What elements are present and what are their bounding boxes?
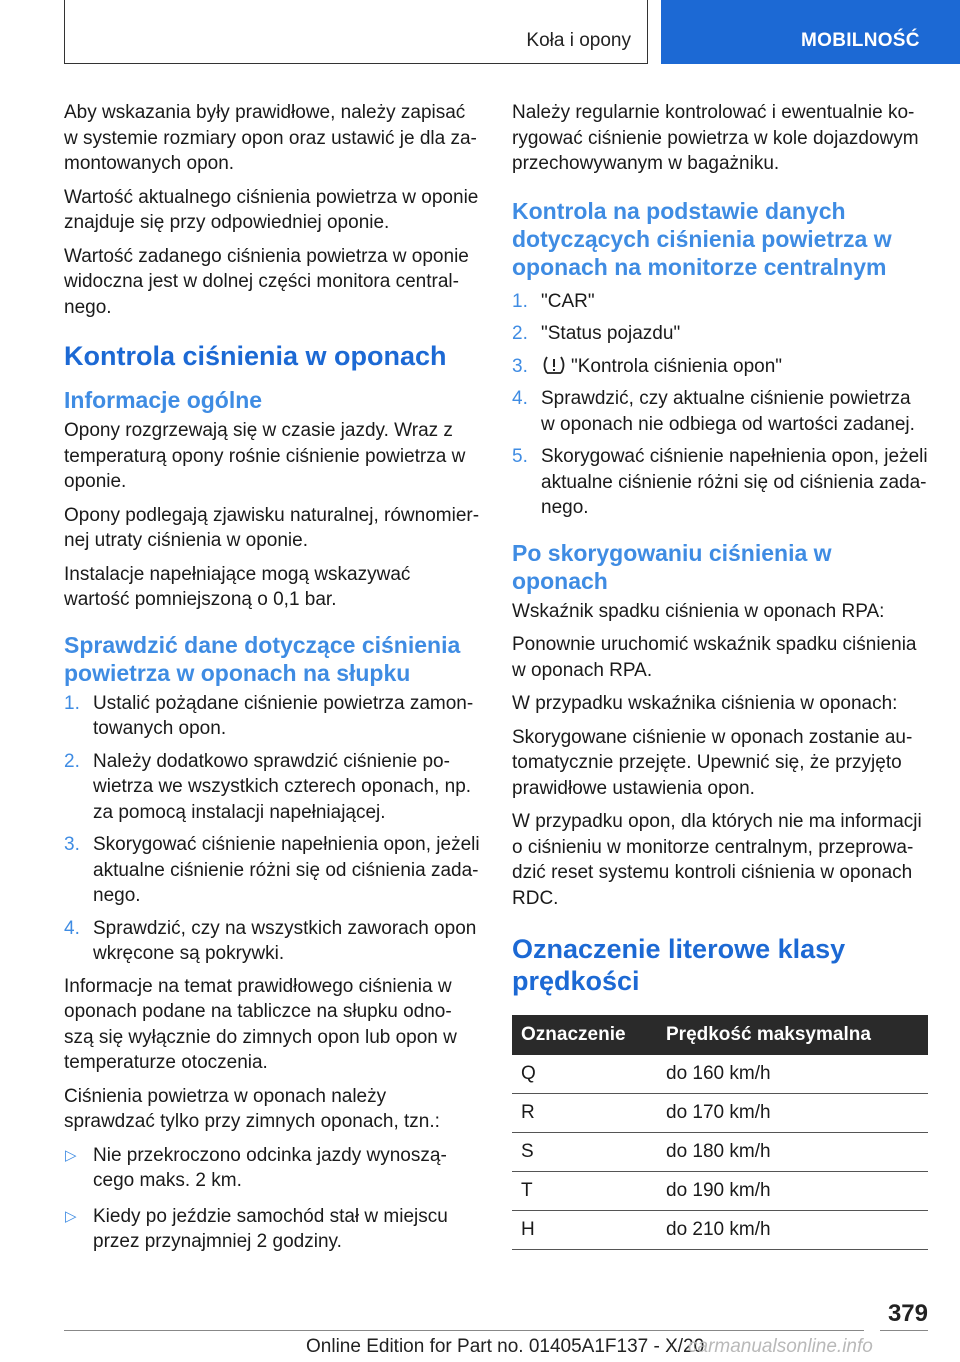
table-cell: do 160 km/h xyxy=(657,1055,928,1094)
list-item xyxy=(64,1143,480,1194)
step-text: "CAR" xyxy=(541,290,595,312)
list-item xyxy=(64,749,480,826)
footer-divider xyxy=(64,1330,864,1331)
table-cell: H xyxy=(512,1211,657,1250)
list-item xyxy=(512,321,928,347)
header-frame xyxy=(64,0,648,64)
step-number: 4. xyxy=(512,388,528,409)
bullet-text: Kiedy po jeździe samochód stał w miejscu przez przynajmniej 2 godziny. xyxy=(93,1205,448,1252)
paragraph: Wskaźnik spadku ciśnienia w oponach RPA: xyxy=(512,600,885,622)
subheading-monitor-check: Kontrola na podstawie danych dotyczących ciśnienia powietrza w oponach na monitorze centralnym xyxy=(512,197,892,280)
list-item xyxy=(64,832,480,909)
list-item xyxy=(512,444,928,521)
step-text: Należy dodatkowo sprawdzić ciśnienie po- wietrza we wszystkich czterech oponach, np. za pomocą instalacji napełniającej. xyxy=(93,750,472,823)
speed-class-table xyxy=(512,1015,928,1250)
table-cell: Q xyxy=(512,1055,657,1094)
paragraph: Wartość aktualnego ciśnienia powietrza w oponie znajduje się przy odpowiedniej oponie. xyxy=(64,186,479,233)
step-number: 2. xyxy=(512,323,528,344)
list-item xyxy=(512,289,928,315)
list-item xyxy=(512,354,928,380)
list-item xyxy=(64,916,480,967)
paragraph: Aby wskazania były prawidłowe, należy zapisać w systemie rozmiary opon oraz ustawić je dla za- montowanych opon. xyxy=(64,102,477,174)
left-column xyxy=(64,100,480,1262)
list-item xyxy=(64,691,480,742)
step-number: 2. xyxy=(64,750,80,772)
column-header: Oznaczenie xyxy=(512,1015,657,1055)
step-number: 5. xyxy=(512,446,528,467)
step-text: Skorygować ciśnienie napełnienia opon, jeżeli aktualne ciśnienie różni się od ciśnienia zada- nego. xyxy=(93,834,480,906)
table-cell: T xyxy=(512,1172,657,1211)
column-header: Prędkość maksymalna xyxy=(657,1015,928,1055)
step-text: Sprawdzić, czy aktualne ciśnienie powietrza w oponach nie odbiega od wartości zadanej. xyxy=(541,388,915,435)
edition-info: Online Edition for Part no. 01405A1F137 - X/20 xyxy=(306,1336,705,1357)
section-heading-tire-pressure: Kontrola ciśnienia w oponach xyxy=(64,341,447,371)
paragraph: W przypadku opon, dla których nie ma informacji o ciśnieniu w monitorze centralnym, przeprowa- dzić reset systemu kontroli ciśnienia w oponach RDC. xyxy=(512,811,922,909)
table-cell: do 180 km/h xyxy=(657,1133,928,1172)
table-row xyxy=(512,1133,928,1172)
paragraph: Instalacje napełniające mogą wskazywać wartość pomniejszoną o 0,1 bar. xyxy=(64,563,411,610)
bullet-list xyxy=(64,1143,480,1255)
step-number: 1. xyxy=(64,692,80,714)
table-row xyxy=(512,1055,928,1094)
step-text: Sprawdzić, czy na wszystkich zaworach opon wkręcone są pokrywki. xyxy=(93,917,477,964)
page-number: 379 xyxy=(887,1300,928,1327)
step-text: Ustalić pożądane ciśnienie powietrza zamon- towanych opon. xyxy=(93,692,474,739)
section-title: Koła i opony xyxy=(526,30,631,51)
paragraph: Skorygowane ciśnienie w oponach zostanie au- tomatycznie przejęte. Upewnić się, że przyjęto prawidłowe ustawienia opon. xyxy=(512,726,913,799)
step-text: Skorygować ciśnienie napełnienia opon, jeżeli aktualne ciśnienie różni się od ciśnienia zada- nego. xyxy=(541,446,928,518)
table-cell: do 210 km/h xyxy=(657,1211,928,1250)
list-item xyxy=(512,386,928,437)
step-number: 1. xyxy=(512,290,528,312)
paragraph: Ponownie uruchomić wskaźnik spadku ciśnienia w oponach RPA. xyxy=(512,634,917,681)
list-item xyxy=(64,1204,480,1255)
table-cell: S xyxy=(512,1133,657,1172)
table-cell: do 190 km/h xyxy=(657,1172,928,1211)
right-column xyxy=(512,100,928,1250)
paragraph: Ciśnienia powietrza w oponach należy sprawdzać tylko przy zimnych oponach, tzn.: xyxy=(64,1085,440,1132)
table-row xyxy=(512,1211,928,1250)
subheading-check-pillar: Sprawdzić dane dotyczące ciśnienia powietrza w oponach na słupku xyxy=(64,631,461,686)
triangle-bullet-icon: ▷ xyxy=(65,1207,77,1225)
chapter-tab xyxy=(661,0,960,64)
step-number: 3. xyxy=(64,834,80,855)
table-row xyxy=(512,1172,928,1211)
watermark-text: carmanualsonline.info xyxy=(688,1336,873,1357)
step-number: 3. xyxy=(512,355,528,377)
table-row xyxy=(512,1094,928,1133)
paragraph: Należy regularnie kontrolować i ewentualnie ko- rygować ciśnienie powietrza w kole dojazdowym przechowywanym w bagażniku. xyxy=(512,102,919,174)
paragraph: W przypadku wskaźnika ciśnienia w oponach: xyxy=(512,693,898,714)
tire-pressure-warning-icon xyxy=(541,355,567,375)
table-header-row xyxy=(512,1015,928,1055)
paragraph: Wartość zadanego ciśnienia powietrza w oponie widoczna jest w dolnej części monitora central- nego. xyxy=(64,245,469,318)
section-heading-speed-class: Oznaczenie literowe klasy prędkości xyxy=(512,934,846,996)
step-text: "Kontrola ciśnienia opon" xyxy=(571,355,783,377)
paragraph: Opony podlegają zjawisku naturalnej, równomier- nej utraty ciśnienia w oponie. xyxy=(64,504,480,551)
subheading-general-info: Informacje ogólne xyxy=(64,387,263,413)
chapter-title: MOBILNOŚĆ xyxy=(801,30,920,51)
subheading-after-correction: Po skorygowaniu ciśnienia w oponach xyxy=(512,539,832,594)
triangle-bullet-icon: ▷ xyxy=(65,1146,77,1164)
steps-list xyxy=(512,289,928,521)
step-number: 4. xyxy=(64,917,80,939)
step-text: "Status pojazdu" xyxy=(541,323,681,344)
paragraph: Informacje na temat prawidłowego ciśnienia w oponach podane na tabliczce na słupku odno- szą się wyłącznie do zimnych opon lub opon w temperaturze otoczenia. xyxy=(64,975,457,1073)
steps-list xyxy=(64,691,480,967)
paragraph: Opony rozgrzewają się w czasie jazdy. Wraz z temperaturą opony rośnie ciśnienie powietrza w oponie. xyxy=(64,420,466,492)
table-cell: R xyxy=(512,1094,657,1133)
footer-divider xyxy=(880,1330,928,1331)
bullet-text: Nie przekroczono odcinka jazdy wynoszą- cego maks. 2 km. xyxy=(93,1144,447,1191)
table-cell: do 170 km/h xyxy=(657,1094,928,1133)
